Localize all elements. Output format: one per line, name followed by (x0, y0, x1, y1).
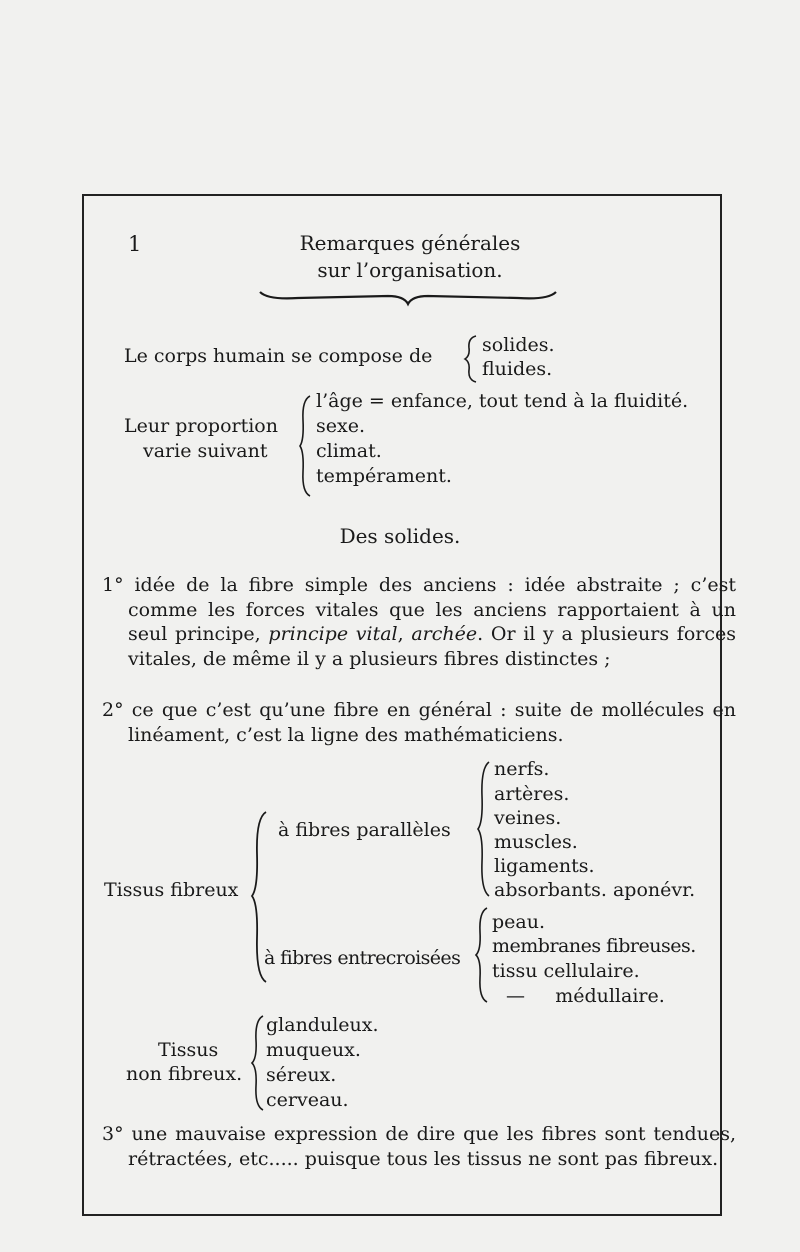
section-heading: Des solides. (339, 524, 461, 548)
page-number: 1 (128, 232, 142, 256)
proportion-item: sexe. (316, 415, 365, 437)
crossed-brace (474, 906, 490, 1004)
point-2: 2° ce que c’est qu’une fibre en général : suite de mollécules en linéament, c’est la ligne des mathématiciens. (102, 699, 736, 746)
fibrous-label: Tissus fibreux (104, 879, 239, 901)
parallel-item: ligaments. (494, 855, 595, 877)
crossed-item: peau. (492, 911, 546, 933)
nonfibrous-item: séreux. (266, 1064, 337, 1086)
parallel-item: nerfs. (494, 758, 550, 780)
crossed-item: tissu cellulaire. (492, 960, 640, 982)
page-title: Remarques générales (299, 231, 521, 255)
fibrous-parallel-label: à fibres parallèles (278, 819, 451, 841)
proportion-brace (298, 394, 314, 498)
crossed-item: membranes fibreuses. (492, 935, 696, 957)
proportion-label: varie suivant (143, 440, 268, 462)
nonfibrous-item: muqueux. (266, 1039, 361, 1061)
nonfibrous-brace (250, 1014, 266, 1112)
page-subtitle: sur l’organisation. (317, 258, 503, 282)
parallel-item: artères. (494, 783, 570, 805)
nonfibrous-item: glanduleux. (266, 1014, 379, 1036)
nonfibrous-label: non fibreux. (126, 1063, 243, 1085)
composition-brace (463, 334, 479, 384)
proportion-label: Leur proportion (124, 415, 278, 437)
crossed-item: — médullaire. (506, 985, 665, 1007)
fibrous-crossed-label: à fibres entrecroisées (264, 947, 461, 969)
title-ornament-brace (258, 286, 558, 308)
point-3: 3° une mauvaise expression de dire que les fibres sont tendues, rétractées, etc..... puisque tous les tissus ne sont pas fibreux. (102, 1123, 736, 1170)
composition-item: fluides. (482, 358, 553, 380)
nonfibrous-item: cerveau. (266, 1089, 349, 1111)
composition-label: Le corps humain se compose de (124, 345, 433, 367)
nonfibrous-label: Tissus (158, 1039, 219, 1061)
parallel-brace (476, 760, 492, 898)
composition-item: solides. (482, 334, 555, 356)
proportion-item: l’âge = enfance, tout tend à la fluidité. (316, 390, 689, 412)
parallel-item: muscles. (494, 831, 578, 853)
parallel-item: absorbants. aponévr. (494, 879, 696, 901)
proportion-item: tempérament. (316, 465, 452, 487)
proportion-item: climat. (316, 440, 382, 462)
parallel-item: veines. (494, 807, 562, 829)
point-1: 1° idée de la fibre simple des anciens : idée abstraite ; c’est comme les forces vitales que les anciens rapportaient à un seul principe, principe vital, archée. Or il y a plusieurs forces vitales, de même il y a plusieurs fibres distinctes ; (102, 574, 736, 670)
